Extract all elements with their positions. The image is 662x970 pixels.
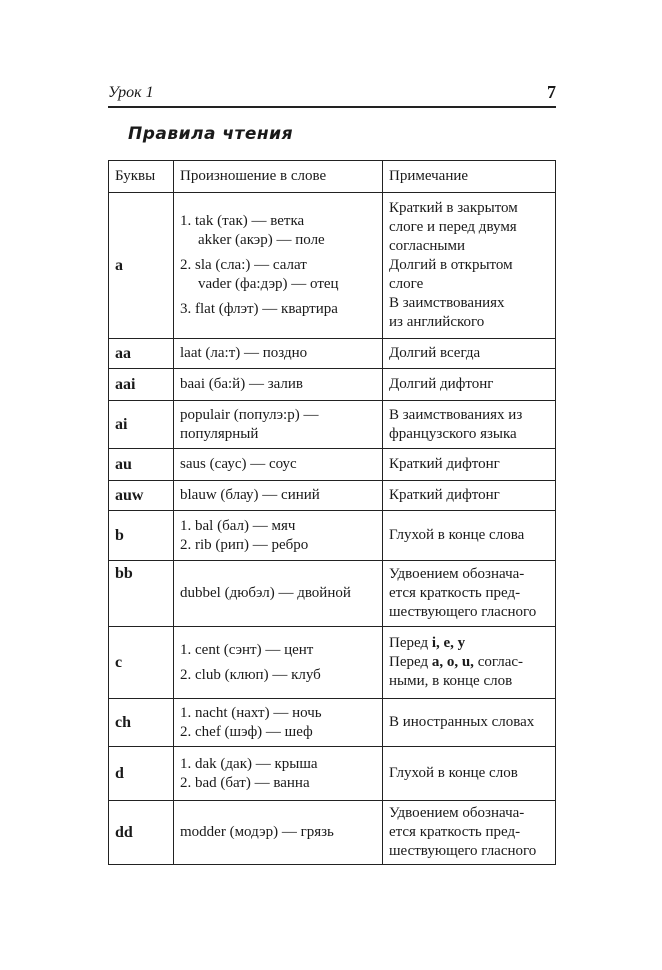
note-line: Долгий дифтонг <box>389 376 494 392</box>
pronunciation-line: 1. cent (сэнт) — цент <box>180 641 314 658</box>
table-row <box>109 511 556 561</box>
pronunciation-cell <box>174 339 383 369</box>
table-row <box>109 627 556 699</box>
note-line: Удвоением обознача- <box>389 805 525 821</box>
note-text: ными, в конце слов <box>389 673 513 689</box>
table-row <box>109 193 556 339</box>
pronunciation-line: 2. club (клюп) — клуб <box>180 666 321 683</box>
pronunciation-cell <box>174 481 383 511</box>
pronunciation-line: 2. rib (рип) — ребро <box>180 536 309 553</box>
column-header-pronunciation: Произношение в слове <box>174 161 383 193</box>
lesson-label: Урок 1 <box>108 84 154 101</box>
note-cell <box>383 747 556 801</box>
note-line: слоге и перед двумя <box>389 219 517 235</box>
note-cell <box>383 339 556 369</box>
note-line: шествующего гласного <box>389 843 537 859</box>
table-header-row <box>109 161 556 193</box>
note-cell <box>383 627 556 699</box>
note-line: Долгий всегда <box>389 345 481 361</box>
note-cell <box>383 369 556 401</box>
letters-cell: b <box>109 511 174 561</box>
note-cell <box>383 449 556 481</box>
note-letters: i, e, y <box>431 635 466 651</box>
page-number: 7 <box>547 82 556 102</box>
table-row <box>109 401 556 449</box>
pronunciation-line: популярный <box>180 425 259 442</box>
table-row <box>109 339 556 369</box>
letters-cell: aa <box>109 339 174 369</box>
column-header-letters: Буквы <box>109 161 174 193</box>
pronunciation-line: 2. bad (бат) — ванна <box>180 774 310 791</box>
note-line: шествующего гласного <box>389 604 537 620</box>
table-row <box>109 747 556 801</box>
table-row <box>109 801 556 865</box>
note-text: Перед <box>389 635 432 651</box>
note-cell <box>383 511 556 561</box>
note-line: Краткий дифтонг <box>389 456 500 472</box>
note-line: В иностранных словах <box>389 714 535 730</box>
note-line: Глухой в конце слов <box>389 765 518 781</box>
table-row <box>109 561 556 627</box>
pronunciation-cell <box>174 511 383 561</box>
note-cell <box>383 481 556 511</box>
table-row <box>109 481 556 511</box>
pronunciation-line: blauw (блау) — синий <box>180 487 320 503</box>
letters-cell: d <box>109 747 174 801</box>
note-cell <box>383 801 556 865</box>
note-line: Удвоением обознача- <box>389 566 525 582</box>
note-cell <box>383 193 556 339</box>
letters-cell: c <box>109 627 174 699</box>
note-line: из английского <box>389 314 485 330</box>
note-line <box>389 672 549 691</box>
column-header-note: Примечание <box>383 161 556 193</box>
note-line: согласными <box>389 238 465 254</box>
pronunciation-line: saus (саус) — соус <box>180 456 297 472</box>
table-row <box>109 699 556 747</box>
letters-cell: ai <box>109 401 174 449</box>
reading-rules-table <box>108 160 556 865</box>
note-line: Краткий дифтонг <box>389 487 500 503</box>
pronunciation-cell <box>174 401 383 449</box>
pronunciation-line: 1. tak (так) — ветка <box>180 213 305 229</box>
pronunciation-line: populair (популэ:р) — <box>180 406 319 423</box>
note-line: Краткий в закрытом <box>389 200 518 216</box>
note-cell <box>383 401 556 449</box>
note-line: ется краткость пред- <box>389 585 521 601</box>
note-line <box>389 653 549 672</box>
pronunciation-line: akker (акэр) — поле <box>198 232 325 248</box>
pronunciation-cell <box>174 699 383 747</box>
note-line: В заимствованиях из <box>389 406 523 423</box>
letters-cell: aai <box>109 369 174 401</box>
pronunciation-cell <box>174 193 383 339</box>
pronunciation-line: 1. dak (дак) — крыша <box>180 755 318 772</box>
pronunciation-line: dubbel (дюбэл) — двойной <box>180 585 351 601</box>
pronunciation-line: modder (модэр) — грязь <box>180 824 334 840</box>
pronunciation-cell <box>174 801 383 865</box>
pronunciation-line: 2. sla (сла:) — салат <box>180 257 307 273</box>
note-letters: a, o, u, <box>431 654 474 670</box>
pronunciation-line: 1. nacht (нахт) — ночь <box>180 704 322 721</box>
note-line: Глухой в конце слова <box>389 527 525 543</box>
pronunciation-line: 3. flat (флэт) — квартира <box>180 301 338 317</box>
letters-cell: dd <box>109 801 174 865</box>
letters-cell: au <box>109 449 174 481</box>
letters-cell: a <box>109 193 174 339</box>
pronunciation-line: laat (ла:т) — поздно <box>180 345 308 361</box>
pronunciation-line: baai (ба:й) — залив <box>180 376 304 392</box>
letters-cell: bb <box>109 561 174 627</box>
note-line: ется краткость пред- <box>389 824 521 840</box>
note-line <box>389 634 549 653</box>
table-row <box>109 369 556 401</box>
note-line: В заимствованиях <box>389 295 505 311</box>
note-line: слоге <box>389 276 424 292</box>
note-line: французского языка <box>389 425 517 442</box>
note-cell <box>383 699 556 747</box>
pronunciation-line: 2. chef (шэф) — шеф <box>180 723 313 740</box>
note-line: Долгий в открытом <box>389 257 513 273</box>
section-title: Правила чтения <box>128 124 294 144</box>
running-header <box>108 84 556 108</box>
note-text: соглас- <box>473 654 524 670</box>
letters-cell: ch <box>109 699 174 747</box>
note-text: Перед <box>389 654 432 670</box>
pronunciation-cell <box>174 747 383 801</box>
pronunciation-cell <box>174 369 383 401</box>
pronunciation-cell <box>174 627 383 699</box>
pronunciation-cell <box>174 449 383 481</box>
pronunciation-line: 1. bal (бал) — мяч <box>180 517 296 534</box>
pronunciation-line: vader (фа:дэр) — отец <box>198 276 339 292</box>
pronunciation-cell <box>174 561 383 627</box>
note-cell <box>383 561 556 627</box>
table-row <box>109 449 556 481</box>
letters-cell: auw <box>109 481 174 511</box>
